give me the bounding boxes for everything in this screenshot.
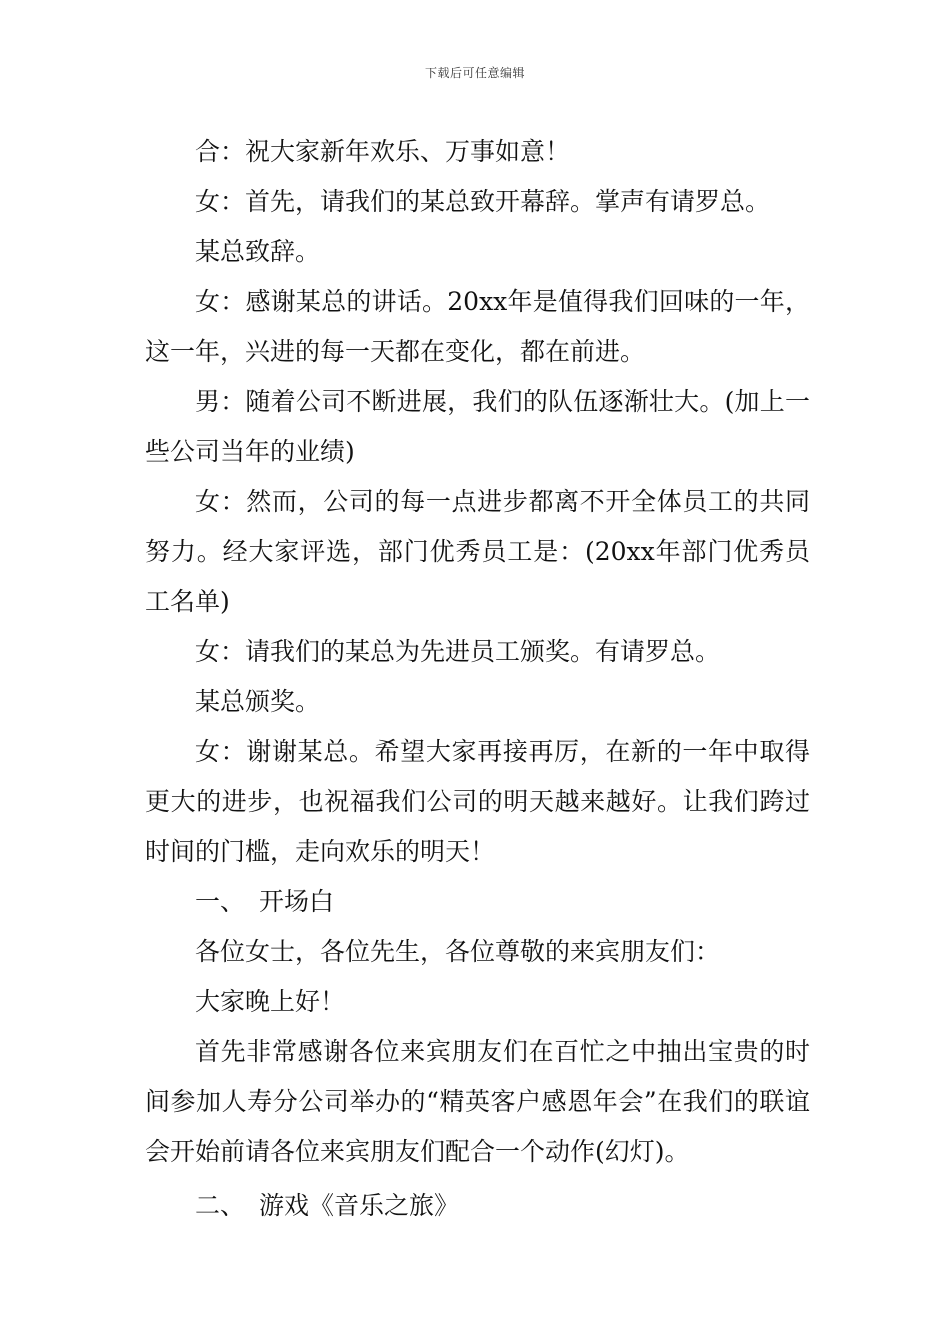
paragraph: 女：然而，公司的每一点进步都离不开全体员工的共同努力。经大家评选，部门优秀员工是：(20xx年部门优秀员工名单) bbox=[145, 487, 810, 616]
section-number: 二、 bbox=[195, 1191, 246, 1220]
paragraph: 女：感谢某总的讲话。20xx年是值得我们回味的一年，这一年，兴进的每一天都在变化，都在前进。 bbox=[145, 287, 810, 366]
section-number: 一、 bbox=[195, 887, 246, 916]
paragraph: 男：随着公司不断进展，我们的队伍逐渐壮大。(加上一些公司当年的业绩) bbox=[145, 387, 810, 466]
paragraph: 各位女士，各位先生，各位尊敬的来宾朋友们： bbox=[195, 937, 721, 966]
paragraph: 女：请我们的某总为先进员工颁奖。有请罗总。 bbox=[195, 637, 721, 666]
section-title: 游戏《音乐之旅》 bbox=[259, 1191, 460, 1220]
section-title: 开场白 bbox=[259, 887, 335, 916]
paragraph: 某总颁奖。 bbox=[195, 687, 321, 716]
paragraph: 某总致辞。 bbox=[195, 237, 321, 266]
paragraph: 首先非常感谢各位来宾朋友们在百忙之中抽出宝贵的时间参加人寿分公司举办的“精英客户感恩年会”在我们的联谊会开始前请各位来宾朋友们配合一个动作(幻灯)。 bbox=[145, 1037, 810, 1166]
paragraph: 女：谢谢某总。希望大家再接再厉，在新的一年中取得更大的进步，也祝福我们公司的明天越来越好。让我们跨过时间的门槛，走向欢乐的明天！ bbox=[145, 737, 810, 866]
paragraph: 合：祝大家新年欢乐、万事如意！ bbox=[195, 137, 571, 166]
page-header-note: 下载后可任意编辑 bbox=[424, 66, 525, 80]
paragraph: 女：首先，请我们的某总致开幕辞。掌声有请罗总。 bbox=[195, 187, 771, 216]
section-heading-game bbox=[145, 1181, 810, 1231]
paragraph: 大家晚上好！ bbox=[195, 987, 346, 1016]
section-heading-opening bbox=[145, 877, 810, 927]
document-body bbox=[145, 127, 810, 1231]
